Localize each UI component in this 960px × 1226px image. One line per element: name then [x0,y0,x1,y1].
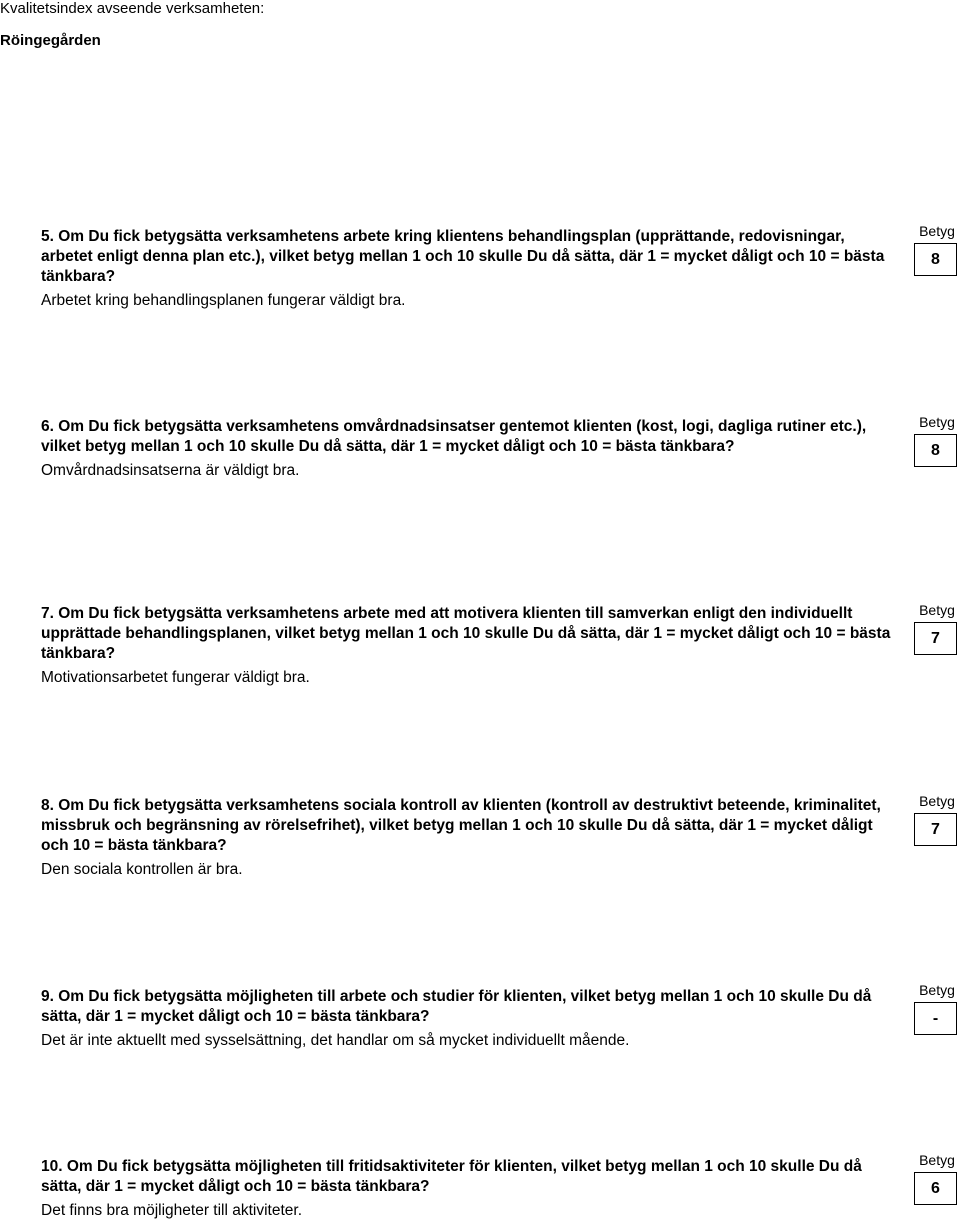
question-7-answer: Motivationsarbetet fungerar väldigt bra. [41,669,310,686]
question-6-rating [914,414,960,467]
question-5 [41,227,911,311]
question-5-answer: Arbetet kring behandlingsplanen fungerar väldigt bra. [41,292,406,309]
rating-label: Betyg [919,793,955,809]
question-8-text: 8. Om Du fick betygsätta verksamhetens sociala kontroll av klienten (kontroll av destruktivt beteende, kriminalitet, missbruk och begränsning av rörelsefrihet), vilket betyg mellan 1 och 10 skulle Du då sätta, där 1 = mycket dåligt och 10 = bästa tänkbara? [41,797,881,854]
question-9-text: 9. Om Du fick betygsätta möjligheten till arbete och studier för klienten, vilket betyg mellan 1 och 10 skulle Du då sätta, där 1 = mycket dåligt och 10 = bästa tänkbara? [41,988,872,1025]
question-8-answer: Den sociala kontrollen är bra. [41,861,243,878]
header-label: Kvalitetsindex avseende verksamheten: [0,0,265,17]
rating-box: 8 [914,434,957,467]
question-6 [41,417,911,481]
rating-label: Betyg [919,223,955,239]
question-8 [41,796,911,880]
question-8-rating [914,793,960,846]
question-7-rating [914,602,960,655]
question-6-answer: Omvårdnadsinsatserna är väldigt bra. [41,462,300,479]
question-5-rating [914,223,960,276]
rating-box: 6 [914,1172,957,1205]
question-9-answer: Det är inte aktuellt med sysselsättning, det handlar om så mycket individuellt mående. [41,1032,630,1049]
rating-label: Betyg [919,414,955,430]
rating-box: 8 [914,243,957,276]
organization-name: Röingegården [0,32,101,49]
question-5-text: 5. Om Du fick betygsätta verksamhetens arbete kring klientens behandlingsplan (upprättande, redovisningar, arbetet enligt denna plan etc.), vilket betyg mellan 1 och 10 skulle Du då sätta, där 1 = mycket dåligt och 10 = bästa tänkbara? [41,228,885,285]
question-9-rating [914,982,960,1035]
rating-label: Betyg [919,602,955,618]
question-10 [41,1157,911,1221]
question-6-text: 6. Om Du fick betygsätta verksamhetens omvårdnadsinsatser gentemot klienten (kost, logi, dagliga rutiner etc.), vilket betyg mellan 1 och 10 skulle Du då sätta, där 1 = mycket dåligt och 10 = bästa tänkbara? [41,418,867,455]
rating-box: - [914,1002,957,1035]
question-10-answer: Det finns bra möjligheter till aktiviteter. [41,1202,303,1219]
rating-label: Betyg [919,982,955,998]
rating-label: Betyg [919,1152,955,1168]
question-7-text: 7. Om Du fick betygsätta verksamhetens arbete med att motivera klienten till samverkan enligt den individuellt upprättade behandlingsplanen, vilket betyg mellan 1 och 10 skulle Du då sätta, där 1 = mycket dåligt och 10 = bästa tänkbara? [41,605,891,662]
question-9 [41,987,911,1051]
question-10-text: 10. Om Du fick betygsätta möjligheten till fritidsaktiviteter för klienten, vilket betyg mellan 1 och 10 skulle Du då sätta, där 1 = mycket dåligt och 10 = bästa tänkbara? [41,1158,862,1195]
rating-box: 7 [914,813,957,846]
rating-box: 7 [914,622,957,655]
question-7 [41,604,911,688]
question-10-rating [914,1152,960,1205]
